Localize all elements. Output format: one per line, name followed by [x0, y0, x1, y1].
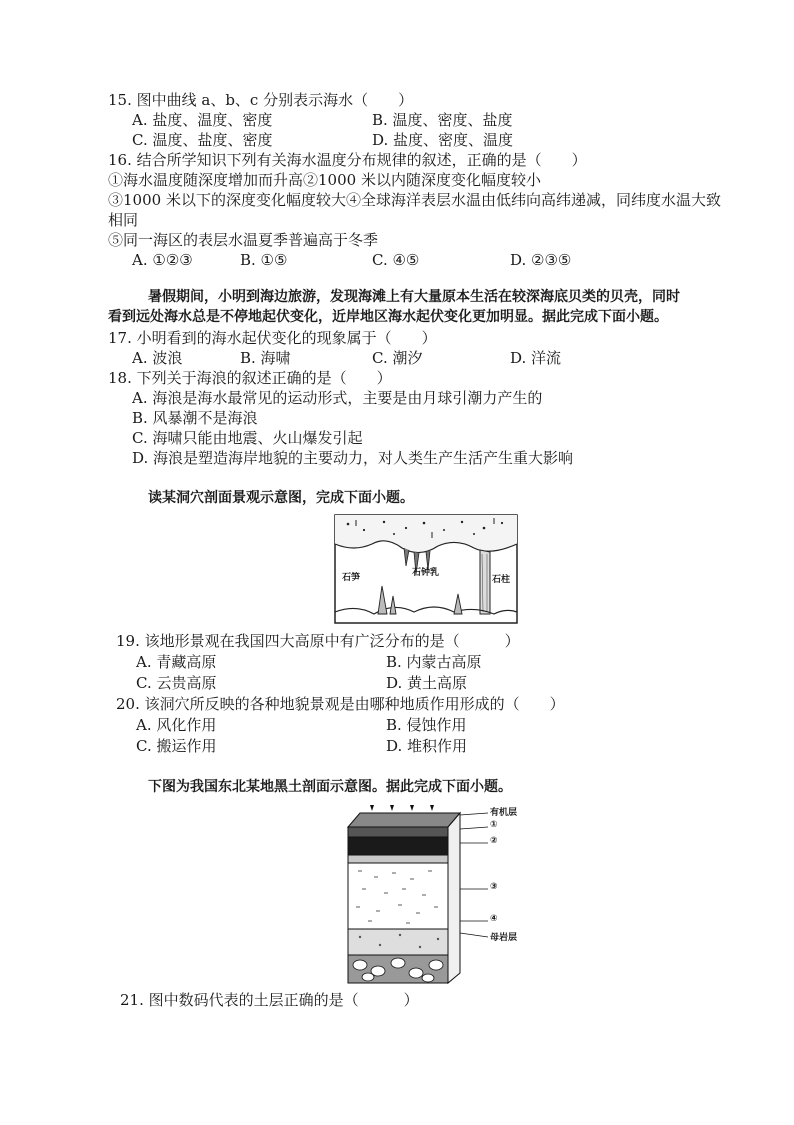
q16-statement-line: 相同: [108, 211, 139, 229]
q19-option-a[interactable]: A. 青藏高原: [136, 653, 217, 671]
q16-statement-line: ⑤同一海区的表层水温夏季普遍高于冬季: [108, 231, 379, 249]
cave-profile-figure: [334, 514, 518, 624]
q19-option-d[interactable]: D. 黄土高原: [386, 674, 468, 692]
q15-option-a[interactable]: A. 盐度、温度、密度: [132, 111, 273, 129]
label-parent-rock: 母岩层: [490, 933, 518, 943]
q17-option-c[interactable]: C. 潮汐: [372, 349, 423, 367]
label-organic-layer: 有机层: [490, 808, 518, 818]
label-pillar: 石柱: [492, 575, 511, 585]
passage1-line: 暑假期间，小明到海边旅游，发现海滩上有大量原本生活在较深海底贝类的贝壳，同时: [148, 289, 680, 305]
q15-option-b[interactable]: B. 温度、密度、盐度: [372, 111, 513, 129]
q16-option-b[interactable]: B. ①⑤: [240, 251, 288, 269]
label-stalagmite: 石笋: [342, 573, 361, 583]
q16-stem: 16. 结合所学知识下列有关海水温度分布规律的叙述，正确的是（ ）: [108, 151, 587, 169]
passage1-line: 看到远处海水总是不停地起伏变化，近岸地区海水起伏变化更加明显。据此完成下面小题。: [108, 309, 668, 325]
q18-option-d[interactable]: D. 海浪是塑造海岸地貌的主要动力，对人类生产生活产生重大影响: [132, 449, 574, 467]
q16-option-a[interactable]: A. ①②③: [132, 251, 193, 269]
soil-profile-figure: [340, 805, 520, 985]
q19-option-c[interactable]: C. 云贵高原: [136, 674, 217, 692]
q17-option-d[interactable]: D. 洋流: [510, 349, 562, 367]
q15-option-c[interactable]: C. 温度、盐度、密度: [132, 131, 273, 149]
q20-option-d[interactable]: D. 堆积作用: [386, 737, 468, 755]
q16-statement-line: ①海水温度随深度增加而升高②1000 米以内随深度变化幅度较小: [108, 171, 541, 189]
q16-option-d[interactable]: D. ②③⑤: [510, 251, 572, 269]
q15-option-d[interactable]: D. 盐度、密度、温度: [372, 131, 514, 149]
q20-option-c[interactable]: C. 搬运作用: [136, 737, 217, 755]
q18-option-b[interactable]: B. 风暴潮不是海浪: [132, 409, 258, 427]
q16-statement-line: ③1000 米以下的深度变化幅度较大④全球海洋表层水温由低纬向高纬递减，同纬度水温大致: [108, 191, 721, 209]
q18-option-a[interactable]: A. 海浪是海水最常见的运动形式，主要是由月球引潮力产生的: [132, 389, 543, 407]
label-layer-1: ①: [490, 820, 498, 830]
passage2: 读某洞穴剖面景观示意图，完成下面小题。: [148, 490, 414, 506]
q21-stem: 21. 图中数码代表的土层正确的是（ ）: [120, 991, 419, 1009]
q17-stem: 17. 小明看到的海水起伏变化的现象属于（ ）: [108, 329, 437, 347]
label-layer-4: ④: [490, 914, 498, 924]
q19-option-b[interactable]: B. 内蒙古高原: [386, 653, 482, 671]
q16-option-c[interactable]: C. ④⑤: [372, 251, 420, 269]
q20-option-a[interactable]: A. 风化作用: [136, 716, 217, 734]
q17-option-a[interactable]: A. 波浪: [132, 349, 183, 367]
label-stalactite: 石钟乳: [412, 568, 440, 578]
q18-option-c[interactable]: C. 海啸只能由地震、火山爆发引起: [132, 429, 363, 447]
label-layer-3: ③: [490, 882, 498, 892]
q19-stem: 19. 该地形景观在我国四大高原中有广泛分布的是（ ）: [116, 632, 520, 650]
q20-stem: 20. 该洞穴所反映的各种地貌景观是由哪种地质作用形成的（ ）: [116, 695, 565, 713]
q15-stem: 15. 图中曲线 a、b、c 分别表示海水（ ）: [108, 91, 414, 109]
label-layer-2: ②: [490, 836, 498, 846]
passage3: 下图为我国东北某地黑土剖面示意图。据此完成下面小题。: [148, 779, 512, 795]
q17-option-b[interactable]: B. 海啸: [240, 349, 291, 367]
q20-option-b[interactable]: B. 侵蚀作用: [386, 716, 467, 734]
q18-stem: 18. 下列关于海浪的叙述正确的是（ ）: [108, 369, 392, 387]
